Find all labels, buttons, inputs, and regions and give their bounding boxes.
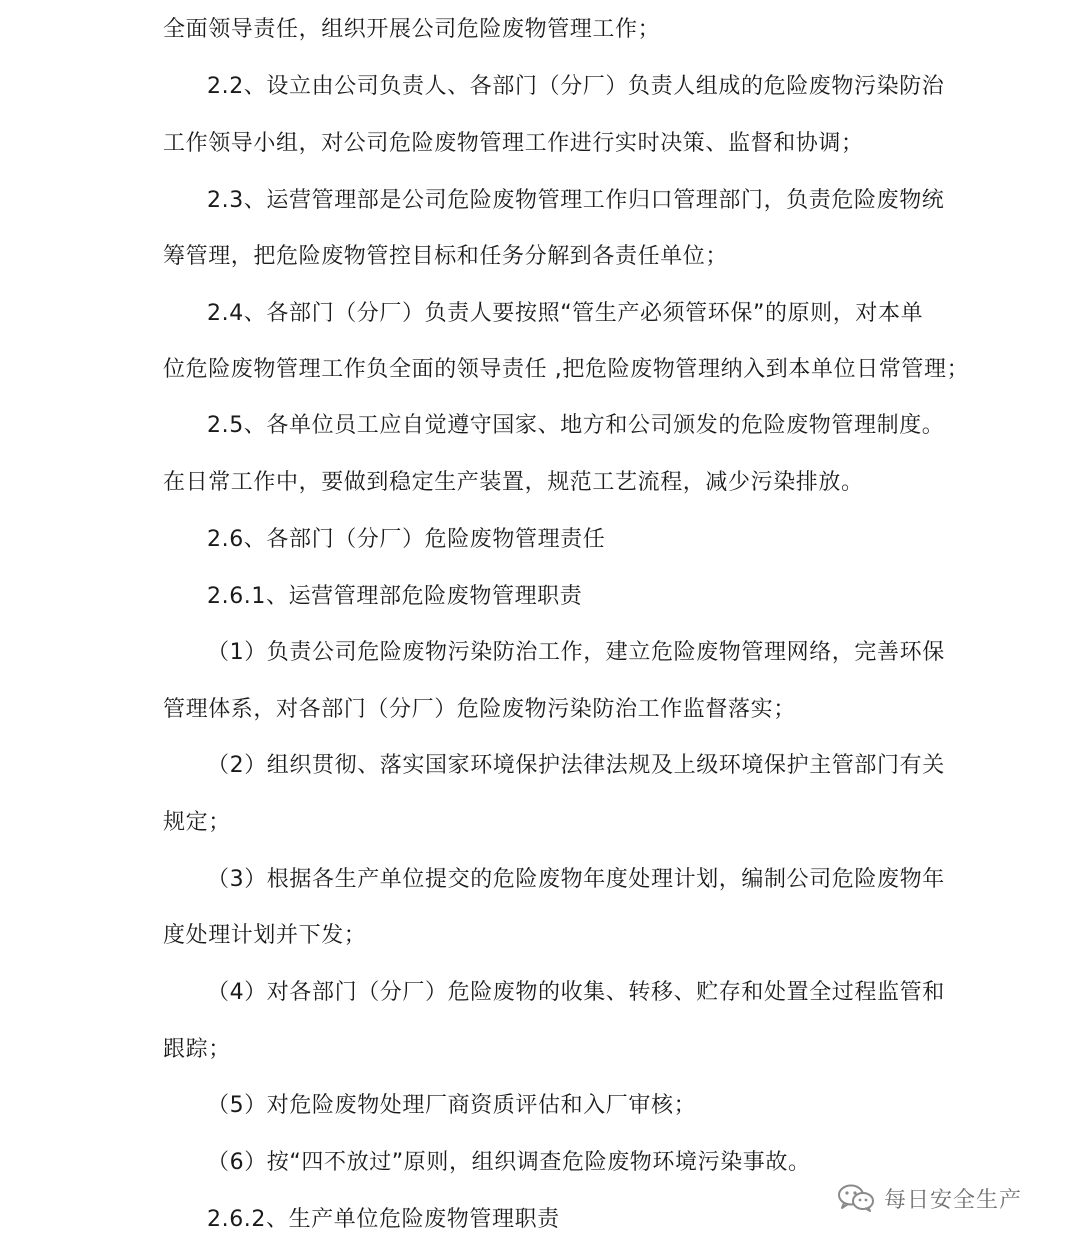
- list-item: （1）负责公司危险废物污染防治工作，建立危险废物管理网络，完善环保: [207, 640, 945, 665]
- section-heading: 2.6.2、生产单位危险废物管理职责: [207, 1207, 560, 1232]
- text-line: 2.5、各单位员工应自觉遵守国家、地方和公司颁发的危险废物管理制度。: [207, 413, 945, 438]
- list-item: （6）按“四不放过”原则，组织调查危险废物环境污染事故。: [207, 1150, 811, 1175]
- watermark-text: 每日安全生产: [884, 1187, 1023, 1213]
- text-line: 2.3、运营管理部是公司危险废物管理工作归口管理部门，负责危险废物统: [207, 188, 945, 213]
- section-heading: 2.6.1、运营管理部危险废物管理职责: [207, 584, 583, 609]
- list-item: （2）组织贯彻、落实国家环境保护法律法规及上级环境保护主管部门有关: [207, 753, 945, 778]
- wechat-icon: [836, 1183, 876, 1213]
- text-line: 全面领导责任，组织开展公司危险废物管理工作；: [163, 17, 661, 42]
- text-line: 跟踪；: [163, 1037, 231, 1062]
- list-item: （5）对危险废物处理厂商资质评估和入厂审核；: [207, 1093, 697, 1118]
- text-line: 位危险废物管理工作负全面的领导责任 ,把危险废物管理纳入到本单位日常管理；: [163, 357, 970, 382]
- text-line: 2.2、设立由公司负责人、各部门（分厂）负责人组成的危险废物污染防治: [207, 74, 945, 99]
- section-heading: 2.6、各部门（分厂）危险废物管理责任: [207, 527, 606, 552]
- watermark: [836, 1180, 1022, 1216]
- text-line: 在日常工作中，要做到稳定生产装置，规范工艺流程，减少污染排放。: [163, 470, 864, 495]
- list-item: （4）对各部门（分厂）危险废物的收集、转移、贮存和处置全过程监管和: [207, 980, 945, 1005]
- text-line: 度处理计划并下发；: [163, 923, 367, 948]
- text-line: 管理体系，对各部门（分厂）危险废物污染防治工作监督落实；: [163, 697, 796, 722]
- text-line: 2.4、各部门（分厂）负责人要按照“管生产必须管环保”的原则，对本单: [207, 301, 924, 326]
- text-line: 工作领导小组，对公司危险废物管理工作进行实时决策、监督和协调；: [163, 131, 864, 156]
- text-line: 规定；: [163, 810, 231, 835]
- list-item: （3）根据各生产单位提交的危险废物年度处理计划，编制公司危险废物年: [207, 867, 945, 892]
- text-line: 筹管理，把危险废物管控目标和任务分解到各责任单位；: [163, 244, 729, 269]
